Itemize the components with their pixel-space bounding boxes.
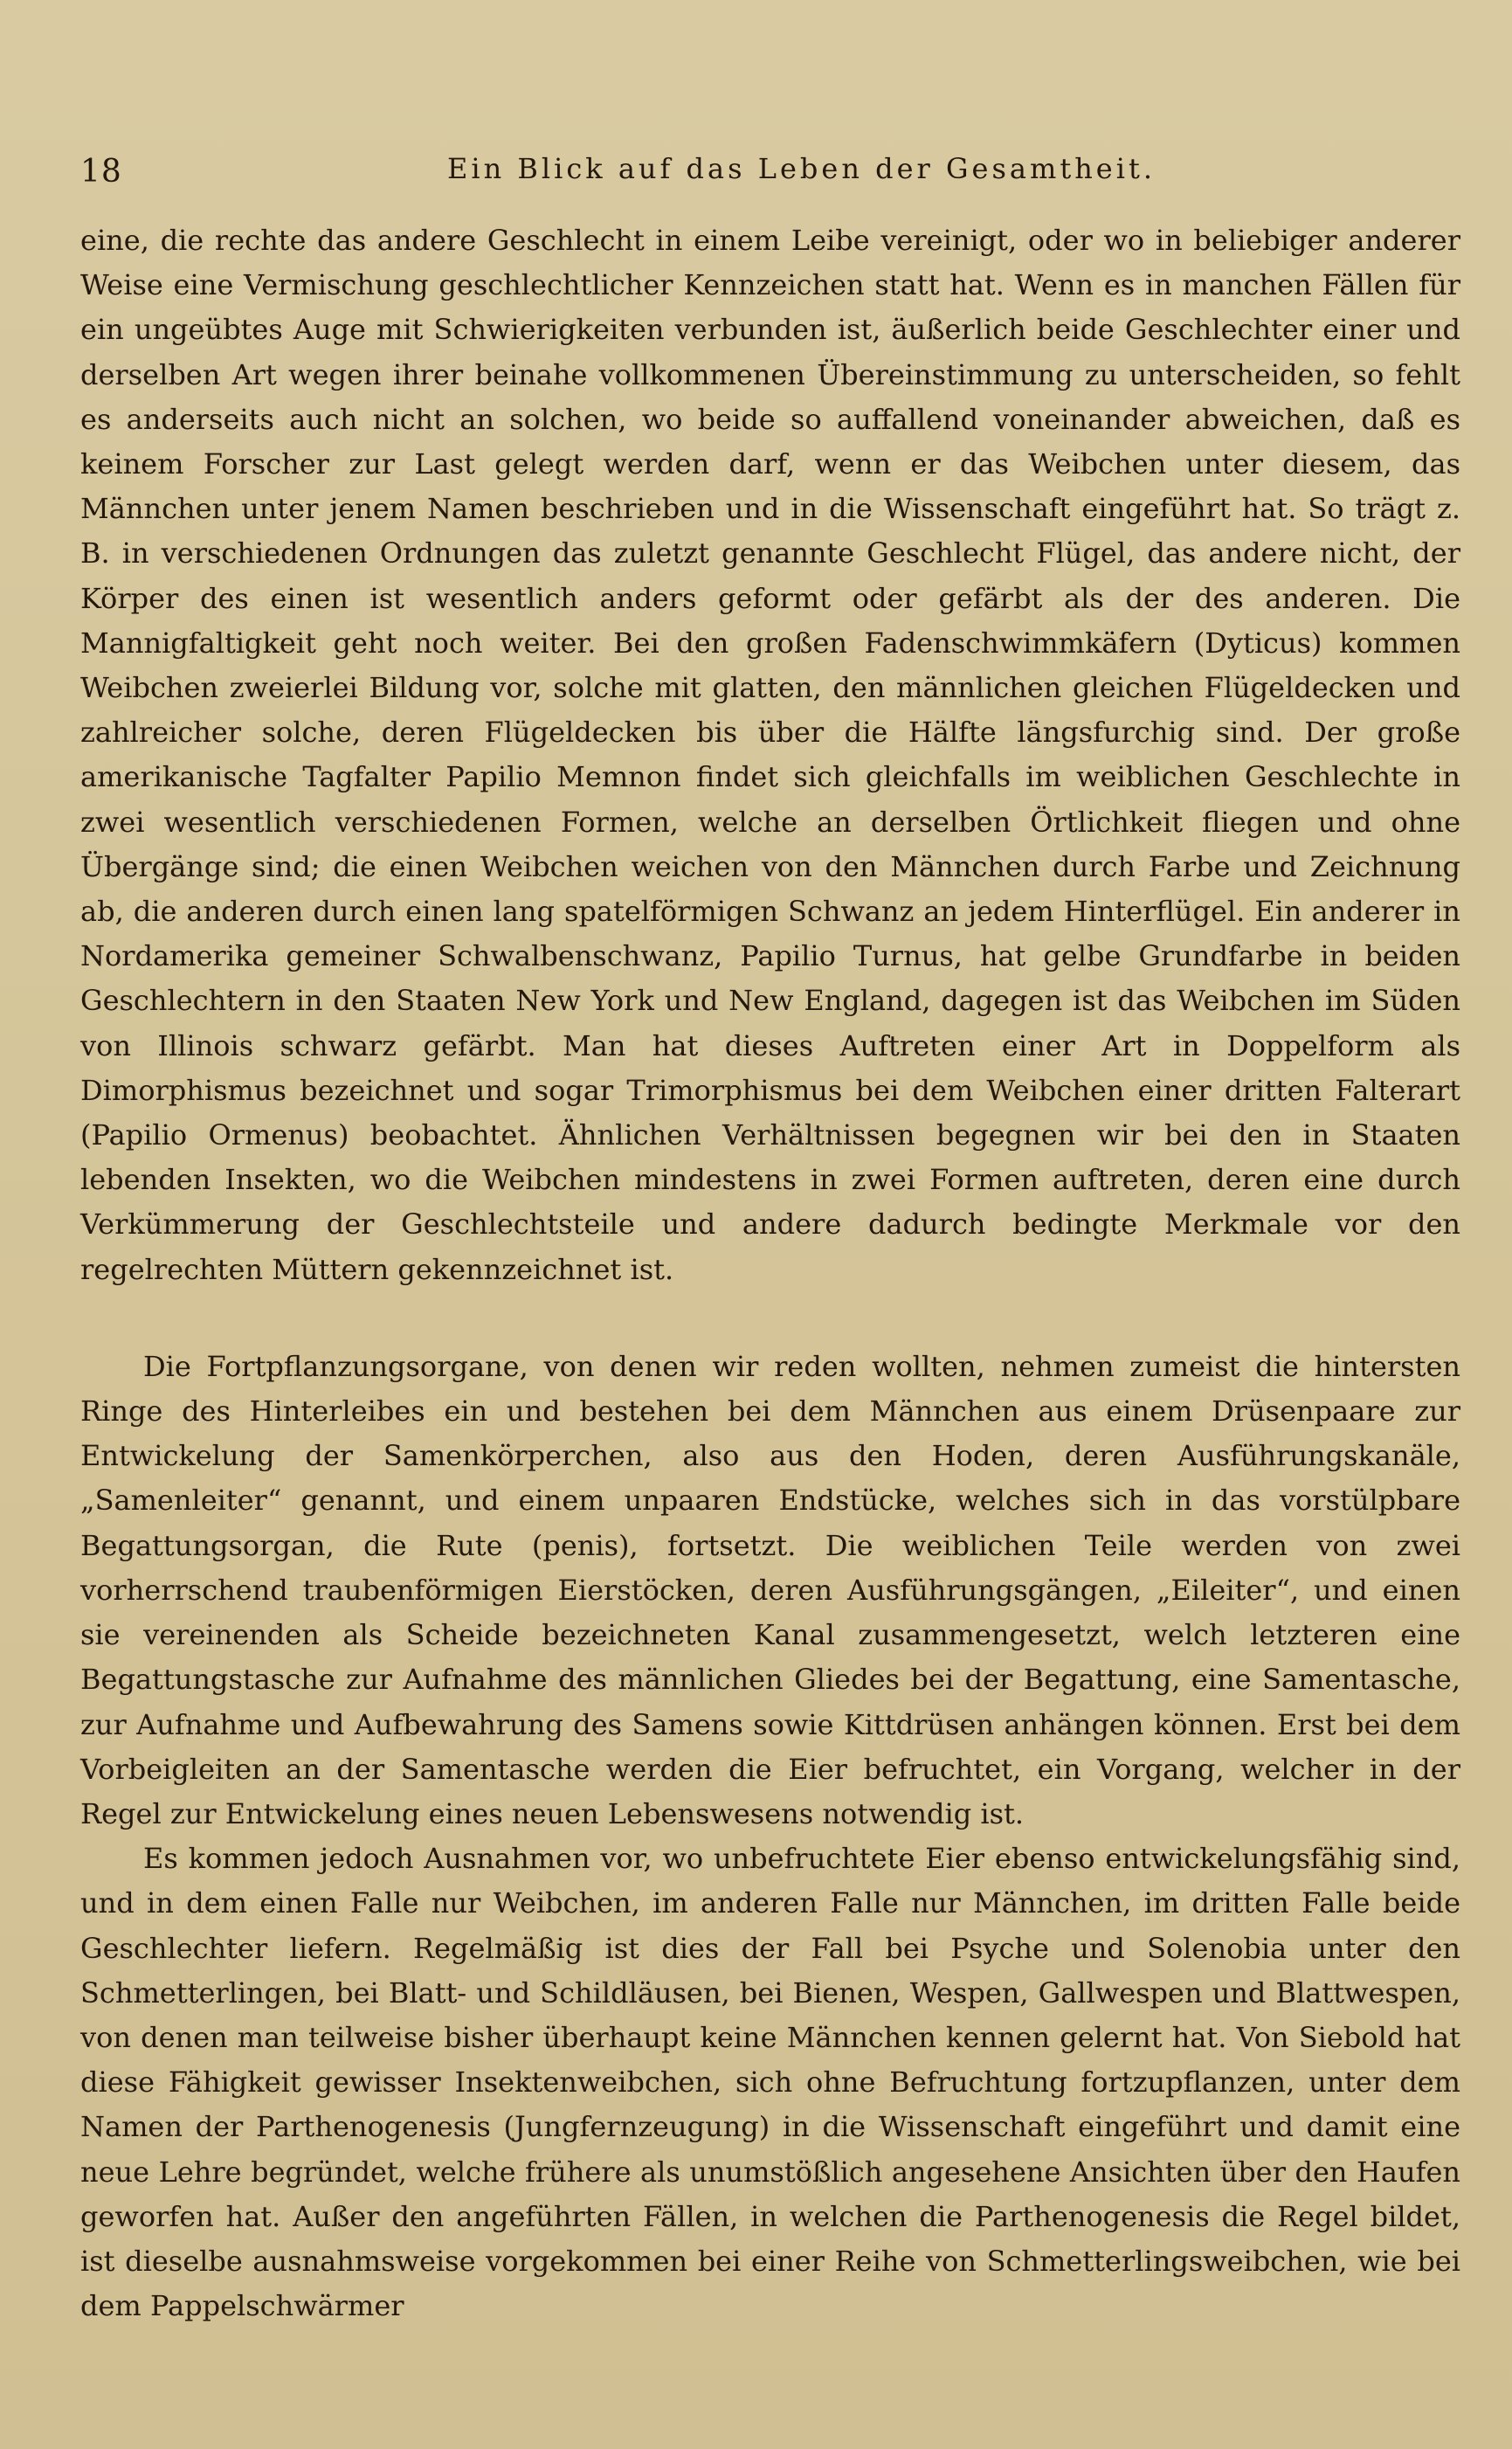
body-text	[80, 218, 1460, 2328]
running-head: Ein Blick auf das Leben der Gesamtheit.	[447, 152, 1156, 185]
paragraph-2: Die Fortpflanzungsorgane, von denen wir reden wollten, nehmen zumeist die hintersten Ringe des Hinterleibes ein und bestehen bei dem Männchen aus einem Drüsenpaare zur Entwickelung der Samenkörperchen, also aus den Hoden, deren Ausführungskanäle, „Samenleiter“ genannt, und einem unpaaren Endstücke, welches sich in das vorstülpbare Begattungsorgan, die Rute (penis), fortsetzt. Die weiblichen Teile werden von zwei vorherrschend traubenförmigen Eierstöcken, deren Ausführungsgängen, „Eileiter“, und einen sie vereinenden als Scheide bezeichneten Kanal zusammengesetzt, welch letzteren eine Begattungstasche zur Aufnahme des männlichen Gliedes bei der Begattung, eine Samentasche, zur Aufnahme und Aufbewahrung des Samens sowie Kittdrüsen anhängen können. Erst bei dem Vorbeigleiten an der Samentasche werden die Eier befruchtet, ein Vorgang, welcher in der Regel zur Entwickelung eines neuen Lebenswesens notwendig ist.	[80, 1349, 1460, 1830]
paragraph-1: eine, die rechte das andere Geschlecht in einem Leibe vereinigt, oder wo in beliebiger anderer Weise eine Vermischung geschlechtlicher Kennzeichen statt hat. Wenn es in manchen Fällen für ein ungeübtes Auge mit Schwierigkeiten verbunden ist, äußerlich beide Geschlechter einer und derselben Art wegen ihrer beinahe vollkommenen Übereinstimmung zu unterscheiden, so fehlt es anderseits auch nicht an solchen, wo beide so auffallend voneinander abweichen, daß es keinem Forscher zur Last gelegt werden darf, wenn er das Weibchen unter diesem, das Männchen unter jenem Namen beschrieben und in die Wissenschaft eingeführt hat. So trägt z. B. in verschiedenen Ordnungen das zuletzt genannte Geschlecht Flügel, das andere nicht, der Körper des einen ist wesentlich anders geformt oder gefärbt als der des anderen. Die Mannigfaltigkeit geht noch weiter. Bei den großen Fadenschwimmkäfern (Dyticus) kommen Weibchen zweierlei Bildung vor, solche mit glatten, den männlichen gleichen Flügeldecken und zahlreicher solche, deren Flügeldecken bis über die Hälfte längsfurchig sind. Der große amerikanische Tagfalter Papilio Memnon findet sich gleichfalls im weiblichen Geschlechte in zwei wesentlich verschiedenen Formen, welche an derselben Örtlichkeit fliegen und ohne Übergänge sind; die einen Weibchen weichen von den Männchen durch Farbe und Zeichnung ab, die anderen durch einen lang spatelförmigen Schwanz an jedem Hinterflügel. Ein anderer in Nordamerika gemeiner Schwalbenschwanz, Papilio Turnus, hat gelbe Grundfarbe in beiden Geschlechtern in den Staaten New York und New England, dagegen ist das Weibchen im Süden von Illinois schwarz gefärbt. Man hat dieses Auftreten einer Art in Doppelform als Dimorphismus bezeichnet und sogar Trimorphismus bei dem Weibchen einer dritten Falterart (Papilio Ormenus) beobachtet. Ähnlichen Verhältnissen begegnen wir bei den in Staaten lebenden Insekten, wo die Weibchen mindestens in zwei Formen auftreten, deren eine durch Verkümmerung der Geschlechtsteile und andere dadurch bedingte Merkmale vor den regelrechten Müttern gekennzeichnet ist.	[80, 224, 1460, 1286]
paragraph-3: Es kommen jedoch Ausnahmen vor, wo unbefruchtete Eier ebenso entwickelungsfähig sind, und in dem einen Falle nur Weibchen, im anderen Falle nur Männchen, im dritten Falle beide Geschlechter liefern. Regelmäßig ist dies der Fall bei Psyche und Solenobia unter den Schmetterlingen, bei Blatt- und Schildläusen, bei Bienen, Wespen, Gallwespen und Blattwespen, von denen man teilweise bisher überhaupt keine Männchen kennen gelernt hat. Von Siebold hat diese Fähigkeit gewisser Insektenweibchen, sich ohne Befruchtung fortzupflanzen, unter dem Namen der Parthenogenesis (Jungfernzeugung) in die Wissenschaft eingeführt und damit eine neue Lehre begründet, welche frühere als unumstößlich angesehene Ansichten über den Haufen geworfen hat. Außer den angeführten Fällen, in welchen die Parthenogenesis die Regel bildet, ist dieselbe ausnahmsweise vorgekommen bei einer Reihe von Schmetterlingsweibchen, wie bei dem Pappelschwärmer	[80, 1842, 1460, 2323]
page-header	[80, 149, 1460, 192]
page-number: 18	[80, 154, 122, 190]
